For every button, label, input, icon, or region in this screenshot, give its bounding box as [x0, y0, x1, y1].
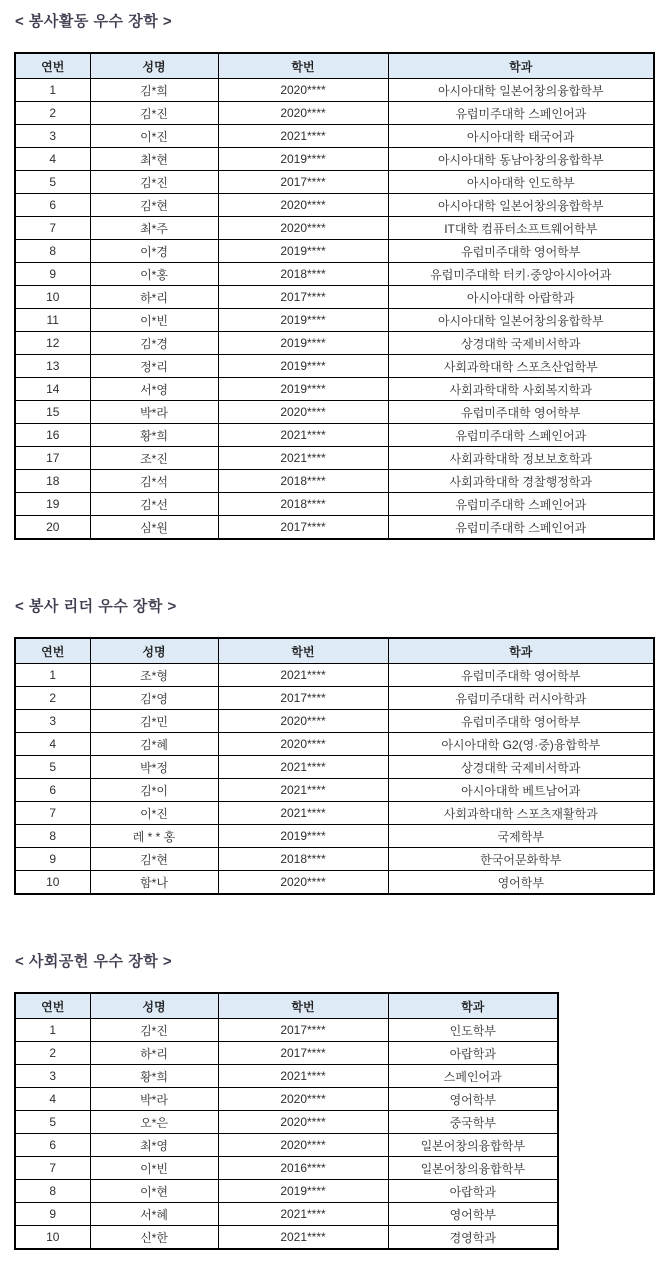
row-number-cell: 5	[15, 1111, 90, 1134]
department-cell: 유럽미주대학 영어학부	[388, 240, 654, 263]
student-id-cell: 2017****	[218, 286, 388, 309]
student-id-cell: 2019****	[218, 332, 388, 355]
student-id-cell: 2020****	[218, 1111, 388, 1134]
department-cell: 아시아대학 일본어창의융합학부	[388, 79, 654, 102]
student-id-cell: 2016****	[218, 1157, 388, 1180]
department-cell: 유럽미주대학 터키·중앙아시아어과	[388, 263, 654, 286]
table-row	[15, 355, 654, 378]
row-number-cell: 4	[15, 148, 90, 171]
table-row	[15, 825, 654, 848]
department-cell: 사회과학대학 스포츠산업학부	[388, 355, 654, 378]
table-row	[15, 217, 654, 240]
student-id-cell: 2017****	[218, 687, 388, 710]
name-cell: 김*선	[90, 493, 218, 516]
student-id-cell: 2020****	[218, 401, 388, 424]
name-cell: 김*진	[90, 102, 218, 125]
table-row	[15, 125, 654, 148]
column-header-student-id: 학번	[218, 993, 388, 1019]
row-number-cell: 2	[15, 687, 90, 710]
department-cell: 아시아대학 일본어창의융합학부	[388, 309, 654, 332]
name-cell: 심*원	[90, 516, 218, 540]
name-cell: 김*민	[90, 710, 218, 733]
column-header-no: 연번	[15, 53, 90, 79]
department-cell: IT대학 컴퓨터소프트웨어학부	[388, 217, 654, 240]
student-id-cell: 2018****	[218, 470, 388, 493]
department-cell: 일본어창의융합학부	[388, 1157, 558, 1180]
name-cell: 김*영	[90, 687, 218, 710]
table-row	[15, 447, 654, 470]
row-number-cell: 5	[15, 756, 90, 779]
department-cell: 유럽미주대학 영어학부	[388, 664, 654, 687]
volunteer-leader-scholarship-section	[14, 598, 672, 895]
department-cell: 상경대학 국제비서학과	[388, 756, 654, 779]
table-row	[15, 309, 654, 332]
table-row	[15, 1088, 558, 1111]
table-row	[15, 802, 654, 825]
row-number-cell: 14	[15, 378, 90, 401]
row-number-cell: 10	[15, 286, 90, 309]
department-cell: 유럽미주대학 영어학부	[388, 401, 654, 424]
table-row	[15, 240, 654, 263]
name-cell: 조*진	[90, 447, 218, 470]
department-cell: 사회과학대학 경찰행정학과	[388, 470, 654, 493]
name-cell: 이*빈	[90, 309, 218, 332]
department-cell: 일본어창의융합학부	[388, 1134, 558, 1157]
table-row	[15, 79, 654, 102]
row-number-cell: 3	[15, 125, 90, 148]
student-id-cell: 2020****	[218, 733, 388, 756]
student-id-cell: 2021****	[218, 756, 388, 779]
table-row	[15, 1180, 558, 1203]
department-cell: 스페인어과	[388, 1065, 558, 1088]
table-header-row	[15, 993, 558, 1019]
department-cell: 사회과학대학 스포츠재활학과	[388, 802, 654, 825]
name-cell: 이*빈	[90, 1157, 218, 1180]
department-cell: 유럽미주대학 러시아학과	[388, 687, 654, 710]
column-header-name: 성명	[90, 993, 218, 1019]
table-header-row	[15, 638, 654, 664]
row-number-cell: 8	[15, 1180, 90, 1203]
department-cell: 한국어문화학부	[388, 848, 654, 871]
department-cell: 아시아대학 아랍학과	[388, 286, 654, 309]
column-header-student-id: 학번	[218, 53, 388, 79]
student-id-cell: 2018****	[218, 493, 388, 516]
row-number-cell: 5	[15, 171, 90, 194]
student-id-cell: 2021****	[218, 1226, 388, 1250]
row-number-cell: 3	[15, 710, 90, 733]
name-cell: 최*영	[90, 1134, 218, 1157]
name-cell: 박*라	[90, 401, 218, 424]
department-cell: 영어학부	[388, 1088, 558, 1111]
name-cell: 하*리	[90, 1042, 218, 1065]
student-id-cell: 2021****	[218, 802, 388, 825]
table-row	[15, 1042, 558, 1065]
row-number-cell: 10	[15, 1226, 90, 1250]
table-row	[15, 733, 654, 756]
row-number-cell: 7	[15, 802, 90, 825]
student-id-cell: 2020****	[218, 194, 388, 217]
student-id-cell: 2021****	[218, 424, 388, 447]
scholarship-table	[14, 52, 655, 540]
row-number-cell: 6	[15, 779, 90, 802]
student-id-cell: 2019****	[218, 309, 388, 332]
department-cell: 아랍학과	[388, 1180, 558, 1203]
name-cell: 이*진	[90, 125, 218, 148]
table-row	[15, 1157, 558, 1180]
row-number-cell: 16	[15, 424, 90, 447]
student-id-cell: 2019****	[218, 148, 388, 171]
name-cell: 황*희	[90, 424, 218, 447]
table-row	[15, 286, 654, 309]
row-number-cell: 12	[15, 332, 90, 355]
row-number-cell: 17	[15, 447, 90, 470]
name-cell: 김*진	[90, 171, 218, 194]
table-row	[15, 171, 654, 194]
student-id-cell: 2018****	[218, 848, 388, 871]
row-number-cell: 18	[15, 470, 90, 493]
department-cell: 유럽미주대학 스페인어과	[388, 424, 654, 447]
row-number-cell: 1	[15, 664, 90, 687]
department-cell: 아시아대학 동남아창의융합학부	[388, 148, 654, 171]
row-number-cell: 19	[15, 493, 90, 516]
department-cell: 유럽미주대학 스페인어과	[388, 516, 654, 540]
student-id-cell: 2019****	[218, 825, 388, 848]
student-id-cell: 2018****	[218, 263, 388, 286]
student-id-cell: 2017****	[218, 1042, 388, 1065]
row-number-cell: 3	[15, 1065, 90, 1088]
name-cell: 김*경	[90, 332, 218, 355]
row-number-cell: 9	[15, 848, 90, 871]
student-id-cell: 2017****	[218, 1019, 388, 1042]
department-cell: 영어학부	[388, 1203, 558, 1226]
department-cell: 사회과학대학 정보보호학과	[388, 447, 654, 470]
row-number-cell: 2	[15, 1042, 90, 1065]
department-cell: 아시아대학 G2(영·중)융합학부	[388, 733, 654, 756]
name-cell: 서*영	[90, 378, 218, 401]
department-cell: 아시아대학 태국어과	[388, 125, 654, 148]
table-row	[15, 779, 654, 802]
student-id-cell: 2017****	[218, 171, 388, 194]
student-id-cell: 2019****	[218, 240, 388, 263]
student-id-cell: 2020****	[218, 710, 388, 733]
name-cell: 이*홍	[90, 263, 218, 286]
column-header-no: 연번	[15, 638, 90, 664]
row-number-cell: 7	[15, 217, 90, 240]
student-id-cell: 2020****	[218, 871, 388, 895]
name-cell: 조*형	[90, 664, 218, 687]
section-title: < 봉사활동 우수 장학 >	[15, 13, 173, 30]
table-row	[15, 470, 654, 493]
name-cell: 김*현	[90, 194, 218, 217]
table-row	[15, 848, 654, 871]
table-row	[15, 1065, 558, 1088]
section-title: < 사회공헌 우수 장학 >	[15, 953, 173, 970]
scholarship-table	[14, 637, 655, 895]
student-id-cell: 2017****	[218, 516, 388, 540]
column-header-name: 성명	[90, 53, 218, 79]
volunteer-activity-scholarship-section	[14, 13, 672, 540]
name-cell: 김*진	[90, 1019, 218, 1042]
row-number-cell: 6	[15, 1134, 90, 1157]
row-number-cell: 6	[15, 194, 90, 217]
department-cell: 아시아대학 인도학부	[388, 171, 654, 194]
column-header-department: 학과	[388, 638, 654, 664]
student-id-cell: 2021****	[218, 779, 388, 802]
student-id-cell: 2021****	[218, 125, 388, 148]
row-number-cell: 9	[15, 1203, 90, 1226]
row-number-cell: 4	[15, 1088, 90, 1111]
row-number-cell: 1	[15, 79, 90, 102]
name-cell: 최*현	[90, 148, 218, 171]
row-number-cell: 20	[15, 516, 90, 540]
table-row	[15, 516, 654, 540]
row-number-cell: 1	[15, 1019, 90, 1042]
student-id-cell: 2021****	[218, 1203, 388, 1226]
table-row	[15, 332, 654, 355]
name-cell: 박*라	[90, 1088, 218, 1111]
table-row	[15, 710, 654, 733]
department-cell: 아시아대학 베트남어과	[388, 779, 654, 802]
table-row	[15, 401, 654, 424]
name-cell: 김*이	[90, 779, 218, 802]
row-number-cell: 8	[15, 240, 90, 263]
department-cell: 아시아대학 일본어창의융합학부	[388, 194, 654, 217]
column-header-department: 학과	[388, 993, 558, 1019]
student-id-cell: 2019****	[218, 355, 388, 378]
name-cell: 서*혜	[90, 1203, 218, 1226]
department-cell: 사회과학대학 사회복지학과	[388, 378, 654, 401]
department-cell: 상경대학 국제비서학과	[388, 332, 654, 355]
name-cell: 최*주	[90, 217, 218, 240]
name-cell: 박*정	[90, 756, 218, 779]
column-header-student-id: 학번	[218, 638, 388, 664]
name-cell: 레 * * 홍	[90, 825, 218, 848]
column-header-department: 학과	[388, 53, 654, 79]
table-row	[15, 424, 654, 447]
social-contribution-scholarship-section	[14, 953, 672, 1250]
row-number-cell: 13	[15, 355, 90, 378]
department-cell: 경영학과	[388, 1226, 558, 1250]
student-id-cell: 2020****	[218, 1134, 388, 1157]
name-cell: 하*리	[90, 286, 218, 309]
student-id-cell: 2019****	[218, 378, 388, 401]
student-id-cell: 2021****	[218, 1065, 388, 1088]
table-row	[15, 493, 654, 516]
row-number-cell: 9	[15, 263, 90, 286]
table-row	[15, 756, 654, 779]
row-number-cell: 15	[15, 401, 90, 424]
department-cell: 유럽미주대학 영어학부	[388, 710, 654, 733]
table-row	[15, 664, 654, 687]
table-row	[15, 687, 654, 710]
table-row	[15, 263, 654, 286]
name-cell: 함*나	[90, 871, 218, 895]
department-cell: 아랍학과	[388, 1042, 558, 1065]
row-number-cell: 10	[15, 871, 90, 895]
column-header-no: 연번	[15, 993, 90, 1019]
name-cell: 신*한	[90, 1226, 218, 1250]
name-cell: 정*리	[90, 355, 218, 378]
department-cell: 국제학부	[388, 825, 654, 848]
table-row	[15, 1203, 558, 1226]
row-number-cell: 11	[15, 309, 90, 332]
scholarship-table	[14, 992, 559, 1250]
name-cell: 황*희	[90, 1065, 218, 1088]
row-number-cell: 7	[15, 1157, 90, 1180]
table-row	[15, 102, 654, 125]
table-header-row	[15, 53, 654, 79]
name-cell: 김*희	[90, 79, 218, 102]
table-row	[15, 378, 654, 401]
department-cell: 인도학부	[388, 1019, 558, 1042]
row-number-cell: 8	[15, 825, 90, 848]
name-cell: 이*현	[90, 1180, 218, 1203]
table-row	[15, 871, 654, 895]
name-cell: 김*혜	[90, 733, 218, 756]
row-number-cell: 2	[15, 102, 90, 125]
student-id-cell: 2021****	[218, 664, 388, 687]
name-cell: 김*현	[90, 848, 218, 871]
student-id-cell: 2020****	[218, 102, 388, 125]
table-row	[15, 1226, 558, 1250]
section-title: < 봉사 리더 우수 장학 >	[15, 598, 177, 615]
name-cell: 이*경	[90, 240, 218, 263]
column-header-name: 성명	[90, 638, 218, 664]
table-row	[15, 148, 654, 171]
table-row	[15, 1019, 558, 1042]
student-id-cell: 2020****	[218, 217, 388, 240]
table-row	[15, 194, 654, 217]
department-cell: 유럽미주대학 스페인어과	[388, 493, 654, 516]
name-cell: 김*석	[90, 470, 218, 493]
student-id-cell: 2020****	[218, 79, 388, 102]
table-row	[15, 1111, 558, 1134]
row-number-cell: 4	[15, 733, 90, 756]
department-cell: 영어학부	[388, 871, 654, 895]
name-cell: 오*은	[90, 1111, 218, 1134]
name-cell: 이*진	[90, 802, 218, 825]
table-row	[15, 1134, 558, 1157]
student-id-cell: 2019****	[218, 1180, 388, 1203]
student-id-cell: 2021****	[218, 447, 388, 470]
student-id-cell: 2020****	[218, 1088, 388, 1111]
department-cell: 유럽미주대학 스페인어과	[388, 102, 654, 125]
department-cell: 중국학부	[388, 1111, 558, 1134]
